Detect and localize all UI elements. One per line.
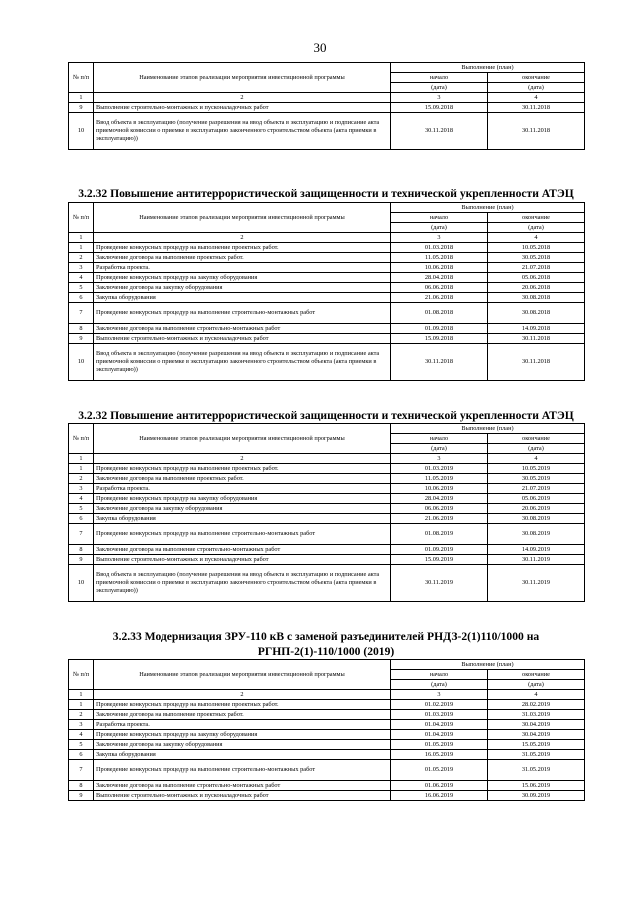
row-number: 1 (69, 243, 94, 253)
start-date: 01.02.2019 (391, 700, 488, 710)
header-stage: Наименование этапов реализации мероприятия инвестиционной программы (94, 424, 391, 454)
start-date: 01.03.2019 (391, 710, 488, 720)
end-date: 15.06.2019 (488, 781, 585, 791)
header-date: (дата) (391, 680, 488, 690)
stage-name: Заключение договора на выполнение проектных работ. (94, 474, 391, 484)
end-date: 31.03.2019 (488, 710, 585, 720)
index-cell: 2 (94, 454, 391, 464)
start-date: 01.05.2019 (391, 740, 488, 750)
end-date: 30.08.2018 (488, 303, 585, 324)
table-row (69, 555, 585, 565)
header-end: окончание (488, 73, 585, 83)
row-number: 1 (69, 700, 94, 710)
index-cell: 1 (69, 690, 94, 700)
schedule-table-0 (68, 62, 585, 150)
header-end: окончание (488, 213, 585, 223)
row-number: 9 (69, 334, 94, 344)
start-date: 15.09.2019 (391, 555, 488, 565)
header-num: № п/п (69, 660, 94, 690)
stage-name: Закупка оборудования (94, 293, 391, 303)
table-row (69, 113, 585, 150)
end-date: 30.08.2018 (488, 293, 585, 303)
index-cell: 1 (69, 93, 94, 103)
header-date: (дата) (391, 223, 488, 233)
stage-name: Ввод объекта в эксплуатацию (получение разрешения на ввод объекта в эксплуатацию и подписание акта приемочной комиссии о приемке в эксплуатацию законченного строительством объекта (акта приемки в эксплуатацию)) (94, 565, 391, 602)
end-date: 30.04.2019 (488, 730, 585, 740)
stage-name: Ввод объекта в эксплуатацию (получение разрешения на ввод объекта в эксплуатацию и подписание акта приемочной комиссии о приемке в эксплуатацию законченного строительством объекта (акта приемки в эксплуатацию)) (94, 344, 391, 381)
section-title-2: 3.2.32 Повышение антитеррористической защищенности и технической укрепленности АТЭЦ (78, 409, 574, 422)
index-cell: 3 (391, 454, 488, 464)
table-row (69, 700, 585, 710)
header-end: окончание (488, 434, 585, 444)
index-cell: 1 (69, 233, 94, 243)
schedule-table-1 (68, 202, 585, 381)
stage-name: Проведение конкурсных процедур на выполнение проектных работ. (94, 464, 391, 474)
stage-name: Проведение конкурсных процедур на выполнение строительно-монтажных работ (94, 524, 391, 545)
header-date: (дата) (391, 444, 488, 454)
row-number: 6 (69, 750, 94, 760)
start-date: 10.06.2018 (391, 263, 488, 273)
table-row (69, 730, 585, 740)
row-number: 5 (69, 740, 94, 750)
table-row (69, 103, 585, 113)
start-date: 01.08.2018 (391, 303, 488, 324)
start-date: 30.11.2019 (391, 565, 488, 602)
table-row (69, 484, 585, 494)
stage-name: Закупка оборудования (94, 514, 391, 524)
end-date: 30.05.2018 (488, 253, 585, 263)
table-row (69, 474, 585, 484)
header-execution: Выполнение (план) (391, 63, 585, 73)
row-number: 10 (69, 113, 94, 150)
stage-name: Разработка проекта. (94, 484, 391, 494)
start-date: 21.06.2019 (391, 514, 488, 524)
row-number: 5 (69, 283, 94, 293)
table-row (69, 243, 585, 253)
stage-name: Заключение договора на выполнение строительно-монтажных работ (94, 545, 391, 555)
stage-name: Выполнение строительно-монтажных и пусконаладочных работ (94, 103, 391, 113)
end-date: 31.05.2019 (488, 750, 585, 760)
start-date: 28.04.2019 (391, 494, 488, 504)
stage-name: Заключение договора на закупку оборудования (94, 283, 391, 293)
index-cell: 4 (488, 690, 585, 700)
start-date: 01.04.2019 (391, 730, 488, 740)
stage-name: Проведение конкурсных процедур на закупку оборудования (94, 730, 391, 740)
index-cell: 3 (391, 93, 488, 103)
end-date: 30.04.2019 (488, 720, 585, 730)
header-date: (дата) (488, 444, 585, 454)
stage-name: Проведение конкурсных процедур на закупку оборудования (94, 273, 391, 283)
end-date: 10.05.2018 (488, 243, 585, 253)
stage-name: Заключение договора на выполнение проектных работ. (94, 253, 391, 263)
row-number: 10 (69, 344, 94, 381)
header-row (69, 660, 585, 670)
header-num: № п/п (69, 203, 94, 233)
table-row (69, 253, 585, 263)
row-number: 5 (69, 504, 94, 514)
start-date: 28.04.2018 (391, 273, 488, 283)
end-date: 30.08.2019 (488, 524, 585, 545)
stage-name: Выполнение строительно-монтажных и пусконаладочных работ (94, 334, 391, 344)
end-date: 30.11.2019 (488, 555, 585, 565)
stage-name: Проведение конкурсных процедур на закупку оборудования (94, 494, 391, 504)
row-number: 4 (69, 273, 94, 283)
end-date: 21.07.2018 (488, 263, 585, 273)
row-number: 7 (69, 524, 94, 545)
index-row (69, 454, 585, 464)
start-date: 01.08.2019 (391, 524, 488, 545)
start-date: 30.11.2018 (391, 113, 488, 150)
row-number: 4 (69, 494, 94, 504)
index-cell: 3 (391, 233, 488, 243)
end-date: 28.02.2019 (488, 700, 585, 710)
start-date: 11.05.2018 (391, 253, 488, 263)
stage-name: Проведение конкурсных процедур на выполнение проектных работ. (94, 700, 391, 710)
row-number: 8 (69, 324, 94, 334)
index-row (69, 233, 585, 243)
start-date: 01.05.2019 (391, 760, 488, 781)
header-row (69, 63, 585, 73)
row-number: 6 (69, 514, 94, 524)
start-date: 10.06.2019 (391, 484, 488, 494)
row-number: 2 (69, 474, 94, 484)
row-number: 6 (69, 293, 94, 303)
end-date: 14.09.2018 (488, 324, 585, 334)
section-title-1: 3.2.32 Повышение антитеррористической защищенности и технической укрепленности АТЭЦ (78, 187, 574, 200)
index-cell: 2 (94, 233, 391, 243)
start-date: 01.09.2018 (391, 324, 488, 334)
start-date: 21.06.2018 (391, 293, 488, 303)
index-cell: 2 (94, 690, 391, 700)
table-row (69, 273, 585, 283)
start-date: 16.05.2019 (391, 750, 488, 760)
header-date: (дата) (488, 223, 585, 233)
schedule-table-3 (68, 659, 585, 801)
start-date: 06.06.2018 (391, 283, 488, 293)
start-date: 01.09.2019 (391, 545, 488, 555)
index-cell: 4 (488, 93, 585, 103)
header-start: начало (391, 73, 488, 83)
row-number: 10 (69, 565, 94, 602)
end-date: 15.05.2019 (488, 740, 585, 750)
stage-name: Проведение конкурсных процедур на выполнение строительно-монтажных работ (94, 760, 391, 781)
header-num: № п/п (69, 63, 94, 93)
start-date: 01.03.2018 (391, 243, 488, 253)
end-date: 31.05.2019 (488, 760, 585, 781)
stage-name: Заключение договора на закупку оборудования (94, 740, 391, 750)
end-date: 14.09.2019 (488, 545, 585, 555)
stage-name: Закупка оборудования (94, 750, 391, 760)
end-date: 30.05.2019 (488, 474, 585, 484)
header-date: (дата) (488, 680, 585, 690)
end-date: 10.05.2019 (488, 464, 585, 474)
row-number: 9 (69, 103, 94, 113)
stage-name: Выполнение строительно-монтажных и пусконаладочных работ (94, 555, 391, 565)
start-date: 01.04.2019 (391, 720, 488, 730)
index-cell: 4 (488, 233, 585, 243)
end-date: 30.11.2019 (488, 565, 585, 602)
row-number: 1 (69, 464, 94, 474)
end-date: 30.11.2018 (488, 344, 585, 381)
end-date: 05.06.2018 (488, 273, 585, 283)
table-row (69, 565, 585, 602)
index-cell: 1 (69, 454, 94, 464)
end-date: 05.06.2019 (488, 494, 585, 504)
header-execution: Выполнение (план) (391, 660, 585, 670)
header-start: начало (391, 434, 488, 444)
index-row (69, 93, 585, 103)
section-title-3: 3.2.33 Модернизация ЗРУ-110 кВ с заменой разъединителей РНДЗ-2(1)110/1000 на РГНП-2(1)-110/1000 (2019) (112, 630, 540, 658)
start-date: 01.03.2019 (391, 464, 488, 474)
schedule-table-2 (68, 423, 585, 602)
row-number: 3 (69, 720, 94, 730)
page-number: 30 (313, 40, 327, 55)
header-execution: Выполнение (план) (391, 424, 585, 434)
row-number: 9 (69, 555, 94, 565)
header-execution: Выполнение (план) (391, 203, 585, 213)
start-date: 16.06.2019 (391, 791, 488, 801)
start-date: 15.09.2018 (391, 103, 488, 113)
table-row (69, 760, 585, 781)
end-date: 20.06.2018 (488, 283, 585, 293)
stage-name: Заключение договора на выполнение проектных работ. (94, 710, 391, 720)
row-number: 4 (69, 730, 94, 740)
start-date: 15.09.2018 (391, 334, 488, 344)
header-start: начало (391, 213, 488, 223)
end-date: 30.11.2018 (488, 103, 585, 113)
header-stage: Наименование этапов реализации мероприятия инвестиционной программы (94, 63, 391, 93)
table-row (69, 464, 585, 474)
table-row (69, 504, 585, 514)
row-number: 2 (69, 710, 94, 720)
index-row (69, 690, 585, 700)
row-number: 9 (69, 791, 94, 801)
row-number: 3 (69, 484, 94, 494)
index-cell: 4 (488, 454, 585, 464)
start-date: 06.06.2019 (391, 504, 488, 514)
stage-name: Разработка проекта. (94, 720, 391, 730)
stage-name: Ввод объекта в эксплуатацию (получение разрешения на ввод объекта в эксплуатацию и подписание акта приемочной комиссии о приемке в эксплуатацию законченного строительством объекта (акта приемки в эксплуатацию)) (94, 113, 391, 150)
end-date: 30.09.2019 (488, 791, 585, 801)
stage-name: Проведение конкурсных процедур на выполнение проектных работ. (94, 243, 391, 253)
start-date: 01.06.2019 (391, 781, 488, 791)
header-row (69, 424, 585, 434)
stage-name: Заключение договора на закупку оборудования (94, 504, 391, 514)
end-date: 20.06.2019 (488, 504, 585, 514)
index-cell: 2 (94, 93, 391, 103)
table-row (69, 740, 585, 750)
end-date: 30.11.2018 (488, 113, 585, 150)
end-date: 21.07.2019 (488, 484, 585, 494)
stage-name: Заключение договора на выполнение строительно-монтажных работ (94, 324, 391, 334)
header-end: окончание (488, 670, 585, 680)
table-row (69, 494, 585, 504)
table-row (69, 545, 585, 555)
table-row (69, 283, 585, 293)
table-row (69, 791, 585, 801)
header-num: № п/п (69, 424, 94, 454)
row-number: 8 (69, 545, 94, 555)
row-number: 3 (69, 263, 94, 273)
table-row (69, 303, 585, 324)
stage-name: Выполнение строительно-монтажных и пусконаладочных работ (94, 791, 391, 801)
stage-name: Проведение конкурсных процедур на выполнение строительно-монтажных работ (94, 303, 391, 324)
end-date: 30.08.2019 (488, 514, 585, 524)
header-start: начало (391, 670, 488, 680)
header-date: (дата) (391, 83, 488, 93)
stage-name: Заключение договора на выполнение строительно-монтажных работ (94, 781, 391, 791)
table-row (69, 324, 585, 334)
table-row (69, 710, 585, 720)
table-row (69, 514, 585, 524)
table-row (69, 334, 585, 344)
index-cell: 3 (391, 690, 488, 700)
table-row (69, 720, 585, 730)
table-row (69, 293, 585, 303)
row-number: 7 (69, 760, 94, 781)
table-row (69, 750, 585, 760)
end-date: 30.11.2018 (488, 334, 585, 344)
table-row (69, 781, 585, 791)
header-row (69, 203, 585, 213)
table-row (69, 263, 585, 273)
start-date: 11.05.2019 (391, 474, 488, 484)
header-date: (дата) (488, 83, 585, 93)
stage-name: Разработка проекта. (94, 263, 391, 273)
row-number: 7 (69, 303, 94, 324)
table-row (69, 524, 585, 545)
row-number: 2 (69, 253, 94, 263)
row-number: 8 (69, 781, 94, 791)
header-stage: Наименование этапов реализации мероприятия инвестиционной программы (94, 203, 391, 233)
start-date: 30.11.2018 (391, 344, 488, 381)
table-row (69, 344, 585, 381)
header-stage: Наименование этапов реализации мероприятия инвестиционной программы (94, 660, 391, 690)
